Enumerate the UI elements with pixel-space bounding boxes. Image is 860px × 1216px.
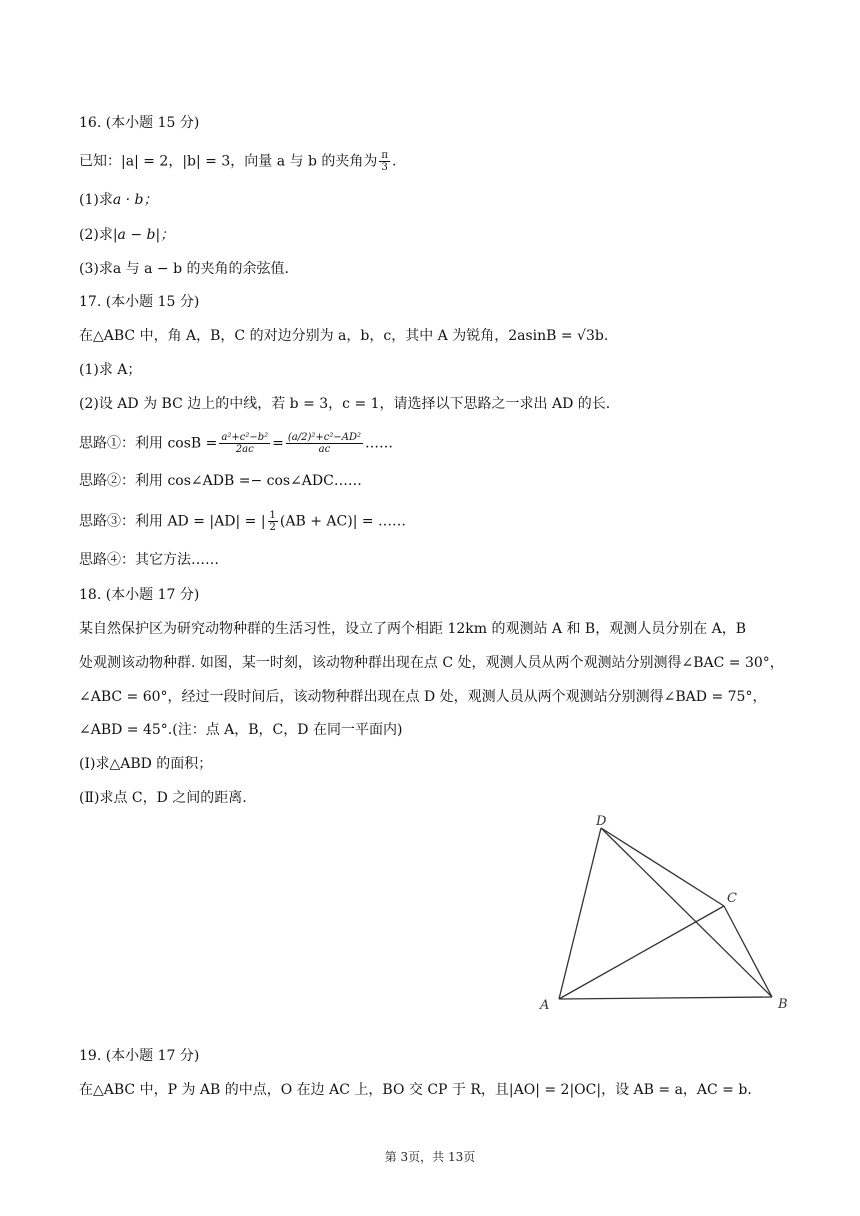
q17-route1-eq: = bbox=[272, 435, 284, 452]
q17-route4: 思路④：其它方法…… bbox=[79, 552, 219, 568]
label-D: D bbox=[596, 814, 607, 829]
q18-line2: 处观测该动物种群. 如图，某一时刻，该动物种群出现在点 C 处，观测人员从两个观测站分别测得∠BAC = 30°， bbox=[79, 655, 784, 671]
edge-AB bbox=[559, 997, 772, 999]
q18-line1: 某自然保护区为研究动物种群的生活习性，设立了两个相距 12km 的观测站 A 和 B，观测人员分别在 A，B bbox=[79, 621, 747, 637]
q17-route3-half bbox=[268, 510, 278, 533]
label-C: C bbox=[727, 891, 737, 906]
q17-header: 17. (本小题 15 分) bbox=[79, 294, 200, 310]
q17-route3-label: 思路③：利用 AD = |AD| = | bbox=[79, 513, 266, 530]
q16-part3 bbox=[79, 259, 790, 279]
q16-given: 已知：|a| = 2，|b| = 3，向量 a 与 b 的夹角为 $\frac{\pi}{3}$ . bbox=[79, 150, 397, 173]
q16-part1 bbox=[79, 190, 790, 210]
q17-route1-f2-num: (a/2)²+c²−AD² bbox=[287, 432, 361, 443]
q16-part1-expr: a · b； bbox=[112, 192, 158, 208]
edge-DB bbox=[601, 828, 772, 997]
q16-angle-fraction bbox=[379, 150, 390, 173]
q17-route1-fraction1 bbox=[219, 432, 270, 455]
q17-route3-half-num: 1 bbox=[269, 510, 276, 521]
q16-part3-label: (3)求 bbox=[79, 261, 113, 277]
q18-part2: (Ⅱ)求点 C，D 之间的距离. bbox=[79, 790, 247, 806]
q18-part1: (Ⅰ)求△ABD 的面积； bbox=[79, 756, 213, 772]
q17-route1-label: 思路①：利用 cosB = bbox=[79, 435, 218, 452]
q17-route1-fraction2 bbox=[286, 432, 363, 455]
q18-line4: ∠ABD = 45°.(注：点 A，B，C，D 在同一平面内) bbox=[79, 722, 403, 738]
edge-AD bbox=[559, 828, 601, 999]
q16-angle-den: 3 bbox=[381, 162, 388, 173]
q17-route1-f1-den: 2ac bbox=[235, 444, 254, 455]
q16-header: 16. (本小题 15 分) bbox=[79, 115, 200, 131]
q19-stem: 在△ABC 中，P 为 AB 的中点，O 在边 AC 上，BO 交 CP 于 R，且|AO| = 2|OC|，设 AB = a，AC = b. bbox=[79, 1082, 752, 1098]
q17-route1-f2-den: ac bbox=[318, 444, 331, 455]
label-A: A bbox=[540, 998, 550, 1013]
q17-route3-tail: (AB + AC)| = …… bbox=[279, 513, 407, 530]
edge-CB bbox=[724, 906, 772, 997]
q17-route2: 思路②：利用 cos∠ADB =− cos∠ADC…… bbox=[79, 473, 362, 489]
q19-header: 19. (本小题 17 分) bbox=[79, 1048, 200, 1064]
q17-stem: 在△ABC 中，角 A，B，C 的对边分别为 a，b，c，其中 A 为锐角，2asinB = √3b. bbox=[79, 328, 609, 344]
q17-part1: (1)求 A； bbox=[79, 362, 142, 378]
q17-route1-f1-num: a²+c²−b² bbox=[221, 432, 269, 443]
q17-route3-half-den: 2 bbox=[269, 522, 276, 533]
q16-part2 bbox=[79, 225, 790, 245]
q16-given-angle: 向量 a 与 b 的夹角为 bbox=[244, 153, 378, 170]
q17-part2: (2)设 AD 为 BC 边上的中线，若 b = 3，c = 1，请选择以下思路之一求出 AD 的长. bbox=[79, 396, 611, 412]
q16-angle-num: π bbox=[381, 150, 388, 161]
q17-route1 bbox=[79, 432, 790, 455]
q16-part2-expr: |a − b|； bbox=[112, 227, 175, 243]
edge-DC bbox=[601, 828, 724, 906]
q16-part2-label: (2)求 bbox=[79, 227, 113, 243]
q16-part1-label: (1)求 bbox=[79, 192, 113, 208]
q17-route3 bbox=[79, 510, 790, 533]
edge-AC bbox=[559, 906, 724, 999]
page-footer: 第 3页，共 13页 bbox=[384, 1150, 476, 1164]
q18-figure bbox=[530, 805, 800, 1020]
q17-route1-tail: …… bbox=[364, 435, 393, 452]
q18-line3: ∠ABC = 60°，经过一段时间后，该动物种群出现在点 D 处，观测人员从两个观测站分别测得∠BAD = 75°， bbox=[79, 689, 767, 705]
label-B: B bbox=[778, 997, 788, 1012]
q16-part3-expr: a 与 a − b 的夹角的余弦值. bbox=[112, 261, 289, 277]
q16-given-a: |a| = 2， bbox=[121, 153, 183, 170]
q16-given-prefix: 已知： bbox=[79, 153, 121, 170]
q16-given-b: |b| = 3， bbox=[182, 153, 245, 170]
q18-header: 18. (本小题 17 分) bbox=[79, 587, 200, 603]
